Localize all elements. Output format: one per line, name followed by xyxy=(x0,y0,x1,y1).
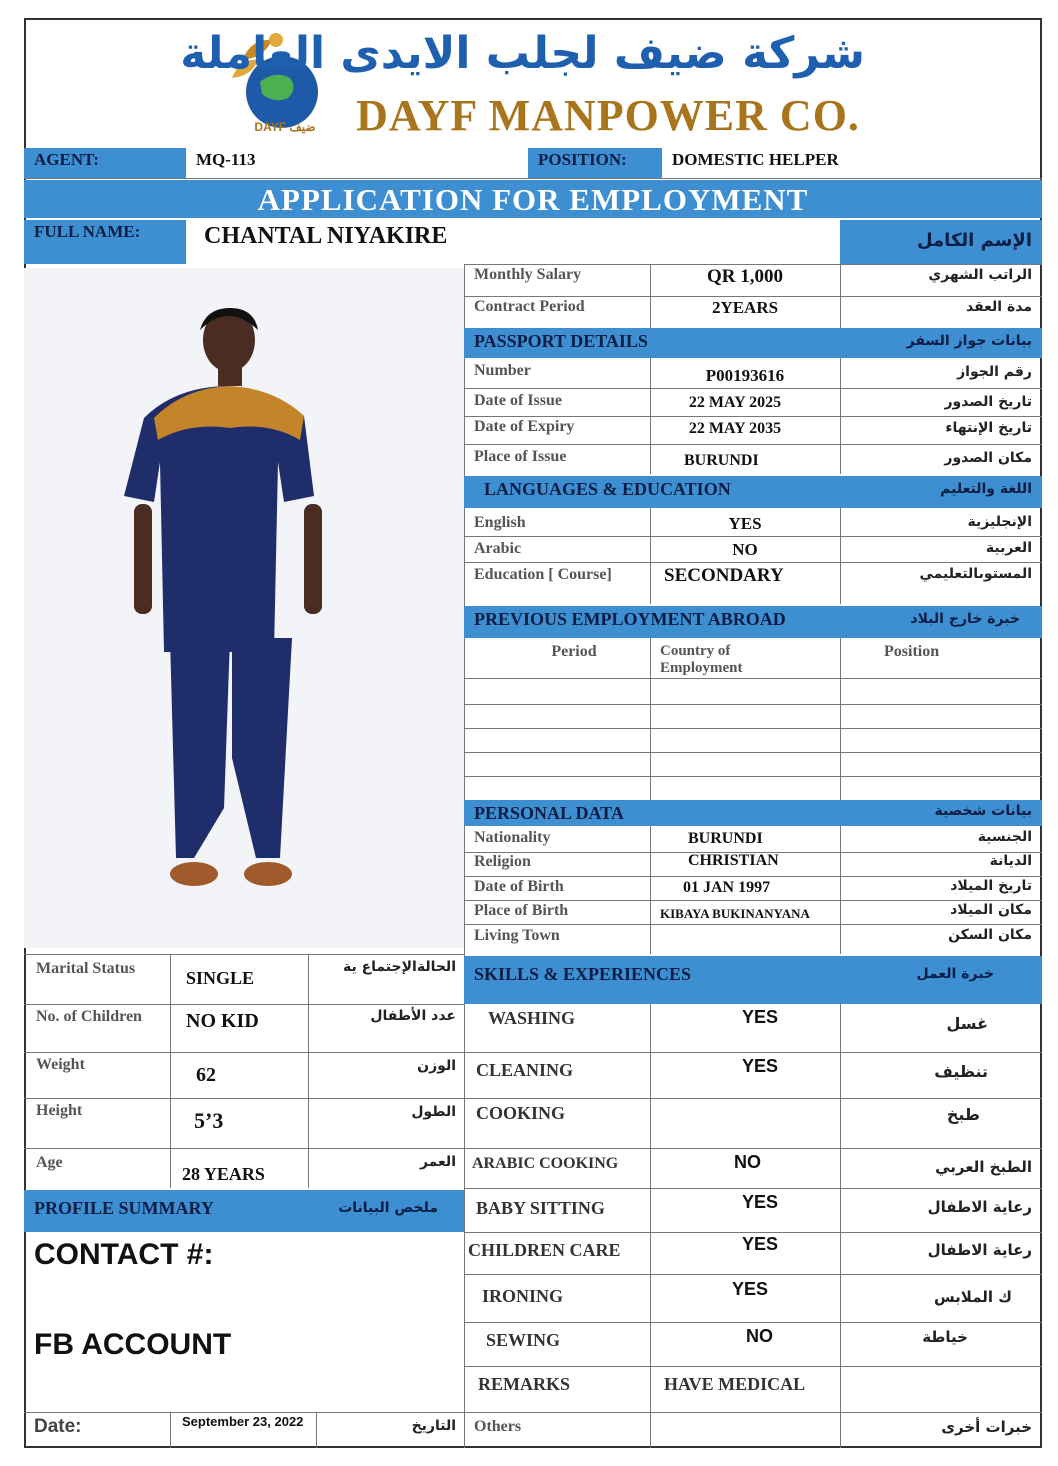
passport-title: PASSPORT DETAILS xyxy=(474,331,648,351)
skills-title: SKILLS & EXPERIENCES xyxy=(474,964,692,984)
skill-cleaning-ar: تنظيف xyxy=(934,1062,988,1081)
monthly-salary-label: Monthly Salary xyxy=(474,266,582,283)
skill-ironing-label: IRONING xyxy=(482,1286,564,1306)
weight-ar: الوزن xyxy=(417,1058,456,1074)
expiry-date-ar: تاريخ الإنتهاء xyxy=(945,420,1032,436)
marital-status-value: SINGLE xyxy=(186,968,255,988)
remarks-label: REMARKS xyxy=(478,1374,571,1394)
col-country: Country of Employment xyxy=(660,643,743,676)
skill-children-care-value: YES xyxy=(742,1234,779,1254)
position-label: POSITION: xyxy=(538,150,627,169)
skill-sewing-ar: خياطة xyxy=(922,1328,968,1346)
skill-washing-label: WASHING xyxy=(488,1008,576,1028)
skill-sewing-label: SEWING xyxy=(486,1330,561,1350)
agent-value: MQ-113 xyxy=(196,150,256,169)
logo-caption: DAYF ضيف xyxy=(254,120,316,134)
skill-sewing-value: NO xyxy=(746,1326,773,1346)
personal-title-ar: بيانات شخصية xyxy=(934,803,1032,819)
full-name-ar: الإسم الكامل xyxy=(916,230,1032,251)
skill-children-care-label: CHILDREN CARE xyxy=(468,1240,621,1260)
contact-label: CONTACT #: xyxy=(34,1238,214,1271)
position-value: DOMESTIC HELPER xyxy=(672,150,839,169)
children-ar: عدد الأطفال xyxy=(370,1008,456,1024)
pob-label: Place of Birth xyxy=(474,902,569,919)
living-town-ar: مكان السكن xyxy=(948,927,1032,943)
education-label: Education [ Course] xyxy=(474,566,612,583)
skill-baby-sitting-value: YES xyxy=(742,1192,779,1212)
height-ar: الطول xyxy=(411,1104,456,1120)
skill-arabic-cooking-ar: الطبخ العربي xyxy=(935,1158,1032,1176)
issue-date-value: 22 MAY 2025 xyxy=(688,394,782,411)
dob-ar: تاريخ الميلاد xyxy=(950,878,1032,894)
skill-ironing-ar: ك الملابس xyxy=(933,1288,1012,1306)
education-ar: المستوىالتعليمي xyxy=(919,566,1032,582)
arabic-ar: العربية xyxy=(985,540,1032,556)
full-name-value: CHANTAL NIYAKIRE xyxy=(204,223,448,249)
place-of-issue-ar: مكان الصدور xyxy=(944,450,1032,466)
religion-label: Religion xyxy=(474,853,531,870)
expiry-date-label: Date of Expiry xyxy=(474,418,575,435)
age-ar: العمر xyxy=(419,1154,456,1170)
nationality-value: BURUNDI xyxy=(688,830,763,847)
others-ar: خبرات أخرى xyxy=(941,1418,1032,1436)
monthly-salary-ar: الراتب الشهري xyxy=(928,267,1032,283)
contract-period-value: 2YEARS xyxy=(711,298,779,317)
skill-arabic-cooking-label: ARABIC COOKING xyxy=(472,1155,619,1172)
previous-title-ar: خبرة خارج البلاد xyxy=(910,611,1020,627)
living-town-label: Living Town xyxy=(474,927,560,944)
height-label: Height xyxy=(36,1102,83,1119)
passport-title-ar: بيانات جواز السفر xyxy=(906,333,1032,349)
skills-title-ar: خبرة العمل xyxy=(916,966,994,982)
col-period: Period xyxy=(551,643,597,660)
passport-number-ar: رقم الجواز xyxy=(957,364,1032,380)
nationality-ar: الجنسية xyxy=(977,829,1032,845)
age-value: 28 YEARS xyxy=(182,1164,265,1184)
issue-date-ar: تاريخ الصدور xyxy=(944,394,1032,410)
weight-label: Weight xyxy=(36,1056,85,1073)
col-position: Position xyxy=(884,643,940,660)
skill-cleaning-label: CLEANING xyxy=(476,1060,574,1080)
religion-ar: الديانة xyxy=(989,853,1032,869)
remarks-value: HAVE MEDICAL xyxy=(664,1374,806,1394)
expiry-date-value: 22 MAY 2035 xyxy=(688,420,782,437)
passport-number-label: Number xyxy=(474,362,531,379)
skill-cooking-label: COOKING xyxy=(476,1103,566,1123)
weight-value: 62 xyxy=(196,1064,216,1086)
skill-ironing-value: YES xyxy=(732,1279,769,1299)
arabic-value: NO xyxy=(732,540,758,559)
languages-title: LANGUAGES & EDUCATION xyxy=(484,479,731,499)
skill-baby-sitting-label: BABY SITTING xyxy=(476,1198,605,1218)
previous-title: PREVIOUS EMPLOYMENT ABROAD xyxy=(474,609,786,629)
skill-baby-sitting-ar: رعاية الاطفال xyxy=(927,1198,1032,1216)
others-label: Others xyxy=(474,1418,522,1435)
date-value: September 23, 2022 xyxy=(182,1414,304,1429)
marital-status-label: Marital Status xyxy=(36,960,136,977)
contract-period-label: Contract Period xyxy=(474,298,585,315)
date-label: Date: xyxy=(34,1416,82,1437)
dob-label: Date of Birth xyxy=(474,878,564,895)
applicant-photo xyxy=(24,268,464,948)
skill-washing-ar: غسل xyxy=(946,1014,988,1033)
profile-title-ar: ملخص البيانات xyxy=(338,1200,438,1216)
arabic-label: Arabic xyxy=(474,540,522,557)
passport-number-value: P00193616 xyxy=(705,366,785,385)
religion-value: CHRISTIAN xyxy=(688,852,779,869)
company-name-ar: شركة ضيف لجلب الايدى العاملة xyxy=(180,28,865,79)
skill-arabic-cooking-value: NO xyxy=(734,1152,761,1172)
english-value: YES xyxy=(728,514,762,533)
place-of-issue-label: Place of Issue xyxy=(474,448,567,465)
date-ar: التاريخ xyxy=(411,1418,456,1434)
monthly-salary-value: QR 1,000 xyxy=(707,266,783,287)
contract-period-ar: مدة العقد xyxy=(965,299,1032,315)
age-label: Age xyxy=(36,1154,63,1171)
personal-title: PERSONAL DATA xyxy=(474,803,624,823)
full-name-label: FULL NAME: xyxy=(34,222,141,241)
profile-title: PROFILE SUMMARY xyxy=(34,1198,214,1218)
agent-label: AGENT: xyxy=(34,150,99,169)
place-of-issue-value: BURUNDI xyxy=(684,452,759,469)
marital-status-ar: الحالةالإجتماع ية xyxy=(342,959,456,975)
skill-cleaning-value: YES xyxy=(742,1056,779,1076)
dob-value: 01 JAN 1997 xyxy=(683,879,771,896)
children-value: NO KID xyxy=(186,1010,259,1032)
languages-title-ar: اللغة والتعليم xyxy=(940,481,1032,497)
pob-ar: مكان الميلاد xyxy=(950,902,1032,918)
nationality-label: Nationality xyxy=(474,829,551,846)
company-name-en: DAYF MANPOWER CO. xyxy=(356,91,860,140)
children-label: No. of Children xyxy=(36,1008,142,1025)
page-title: APPLICATION FOR EMPLOYMENT xyxy=(257,182,809,217)
skill-washing-value: YES xyxy=(742,1007,779,1027)
fb-account-label: FB ACCOUNT xyxy=(34,1328,232,1361)
skill-cooking-ar: طبخ xyxy=(946,1105,980,1124)
english-label: English xyxy=(474,514,526,531)
issue-date-label: Date of Issue xyxy=(474,392,562,409)
pob-value: KIBAYA BUKINANYANA xyxy=(660,906,810,921)
english-ar: الإنجليزية xyxy=(967,514,1032,530)
height-value: 5’3 xyxy=(194,1108,224,1133)
education-value: SECONDARY xyxy=(664,565,784,586)
skill-children-care-ar: رعاية الاطفال xyxy=(927,1241,1032,1259)
